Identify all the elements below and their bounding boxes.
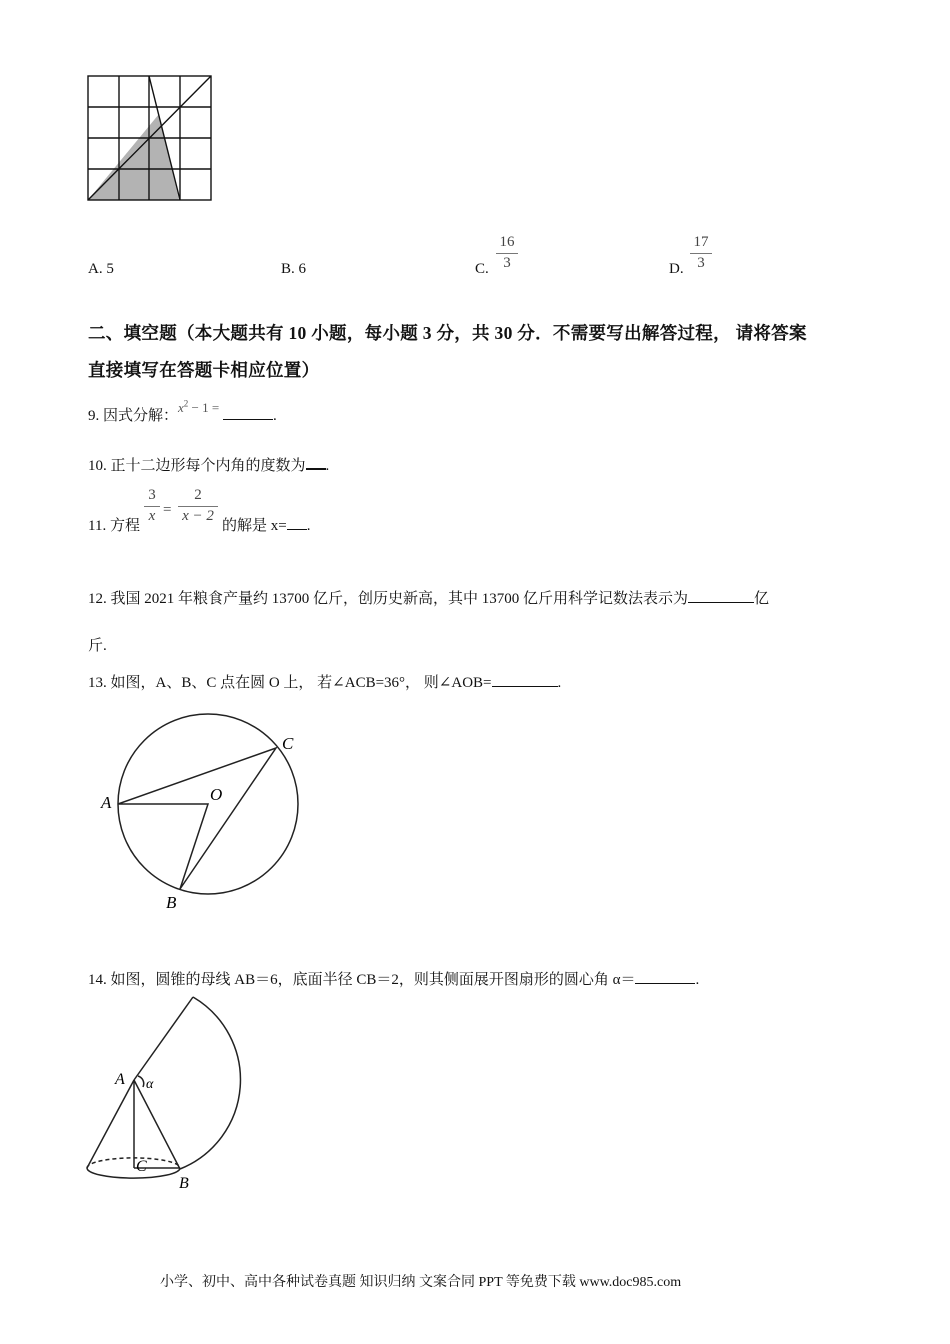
q14-answer-blank [635, 969, 695, 984]
q11-rhs-denominator: x − 2 [182, 508, 214, 524]
q11-rhs-numerator: 2 [194, 487, 202, 503]
option-c-fraction [496, 234, 518, 272]
cone-sector-figure [80, 990, 260, 1200]
q14-text: 14. 如图，圆锥的母线 AB＝6，底面半径 CB＝2，则其侧面展开图扇形的圆心角 α＝ [88, 972, 636, 988]
q9-suffix: . [272, 408, 277, 424]
question-9 [88, 398, 277, 425]
question-12-line2: 斤. [88, 638, 107, 654]
option-d-denominator: 3 [697, 255, 705, 271]
label-o: O [210, 785, 223, 804]
q11-tail [222, 514, 310, 535]
q11-rhs-fraction [178, 487, 218, 525]
label-a: A [115, 1071, 125, 1088]
label-b: B [179, 1175, 189, 1192]
q11-answer-blank [287, 515, 307, 530]
sector-radius [134, 997, 193, 1080]
option-c-numerator: 16 [499, 234, 515, 250]
q9-rest: − 1 = [188, 400, 220, 415]
option-d-numerator: 17 [693, 234, 709, 250]
q14-suffix: . [695, 972, 700, 988]
q13-suffix: . [557, 675, 562, 691]
q11-lhs-denominator: x [148, 508, 156, 524]
cone-right-edge [134, 1080, 180, 1169]
label-b: B [166, 893, 177, 912]
q10-answer-blank [306, 454, 326, 470]
q9-prefix: 9. 因式分解： [88, 408, 179, 424]
q12-text: 12. 我国 2021 年粮食产量约 13700 亿斤，创历史新高，其中 13700 亿斤用科学记数法表示为 [88, 591, 689, 607]
option-c-denominator: 3 [503, 255, 511, 271]
circle-figure [90, 705, 320, 915]
q9-answer-blank [223, 405, 273, 420]
q13-answer-blank [492, 672, 558, 687]
q13-text: 13. 如图，A、B、C 点在圆 O 上， 若∠ACB=36°， 则∠AOB= [88, 675, 492, 691]
question-10 [88, 454, 329, 475]
q10-text: 10. 正十二边形每个内角的度数为 [88, 458, 306, 474]
question-12-line1 [88, 587, 769, 608]
option-a: A. 5 [88, 261, 114, 277]
label-c: C [136, 1158, 147, 1175]
q9-x: x [178, 400, 184, 415]
q11-suffix: . [306, 518, 311, 534]
q9-expression [178, 400, 219, 415]
grid-triangle-figure [85, 73, 215, 203]
cone-base-front [87, 1168, 180, 1178]
alpha-arc [138, 1076, 144, 1087]
q12-line1-end: 亿 [754, 591, 770, 607]
label-a: A [101, 793, 112, 812]
sector-arc [180, 997, 240, 1169]
q11-lhs-numerator: 3 [148, 487, 156, 503]
section2-heading-line2: 直接填写在答题卡相应位置） [88, 360, 320, 380]
question-14 [88, 968, 699, 989]
option-d-fraction [690, 234, 712, 272]
section2-heading-line1: 二、填空题（本大题共有 10 小题，每小题 3 分，共 30 分．不需要写出解答过程， 请将答案 [88, 323, 807, 343]
q11-equals: = [163, 502, 172, 518]
option-d-label: D. [669, 261, 684, 277]
option-b: B. 6 [281, 261, 307, 277]
q11-mid: 的解是 x= [222, 518, 287, 534]
q10-suffix: . [325, 458, 330, 474]
q9-exponent: 2 [183, 398, 189, 409]
footer-text: 小学、初中、高中各种试卷真题 知识归纳 文案合同 PPT 等免费下载 www.doc985.com [160, 1275, 682, 1290]
label-c: C [282, 734, 294, 753]
question-13 [88, 671, 561, 692]
q12-answer-blank [688, 588, 754, 603]
q11-lhs-fraction [144, 487, 160, 525]
q11-prefix: 11. 方程 [88, 518, 140, 534]
angle-lines [118, 748, 276, 889]
cone-left-edge [87, 1080, 134, 1168]
label-alpha: α [146, 1077, 154, 1092]
option-c-label: C. [475, 261, 489, 277]
